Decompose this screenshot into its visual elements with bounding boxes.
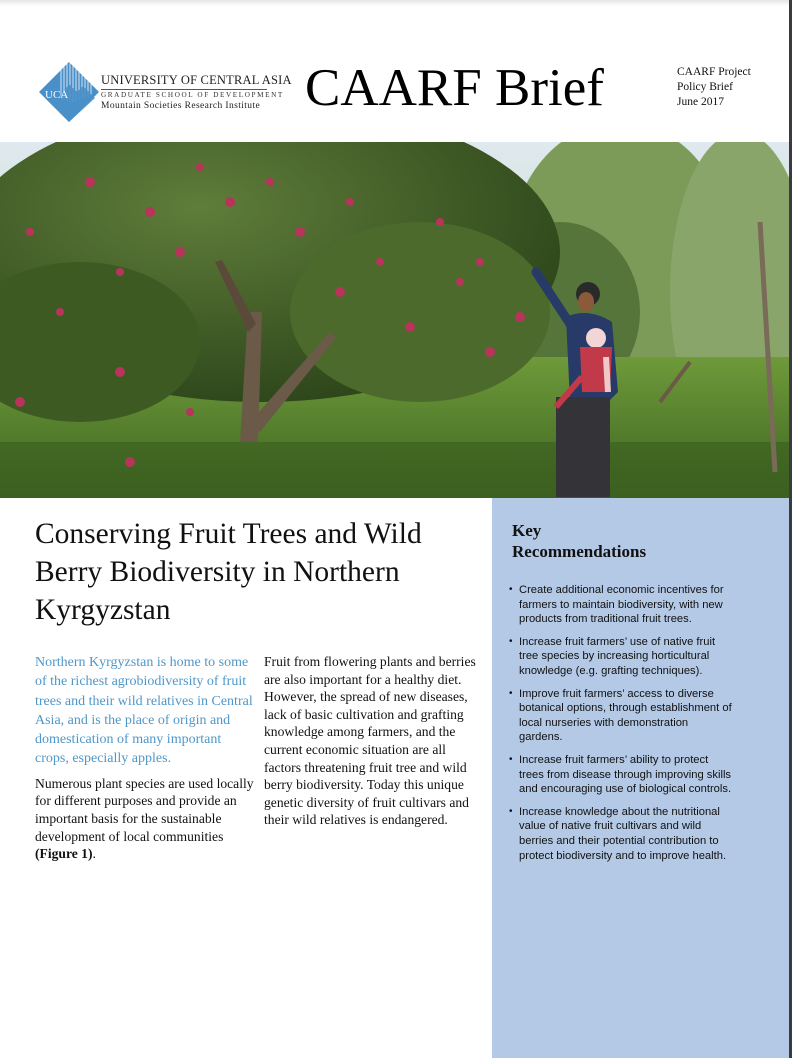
doc-type-label: Policy Brief (677, 81, 733, 93)
recommendation-item: • Increase knowledge about the nutritional value of native fruit cultivars and wild berries and their potential contribution to protect biodiversity and to improve health. (509, 805, 734, 863)
lead-paragraph: Northern Kyrgyzstan is home to some of the richest agrobiodiversity of fruit trees and their wild relatives in Central Asia, and is the place of origin and domestication of many important crops, especially apples. (35, 655, 253, 767)
article-column-left (35, 653, 257, 863)
orchard-image (0, 142, 789, 498)
article-title: Conserving Fruit Trees and Wild Berry Biodiversity in Northern Kyrgyzstan (35, 518, 422, 626)
brief-meta (677, 65, 751, 110)
university-name: UNIVERSITY OF CENTRAL ASIA (101, 73, 292, 87)
uca-mountain-logo-icon (37, 58, 101, 122)
recommendation-item: • Increase fruit farmers’ use of native fruit tree species by increasing horticultural knowledge (e.g. grafting techniques). (509, 635, 734, 679)
recommendations-list (509, 583, 734, 871)
body-paragraph-2: Fruit from flowering plants and berries are also important for a healthy diet. However, the spread of new diseases, lack of basic cultivation and grafting knowledge among farmers, and the current economic situation are all factors threatening fruit tree and wild berry biodiversity. Today this unique genetic diversity of fruit cultivars and their wild relatives is endangered. (264, 654, 476, 828)
recommendation-item: • Increase fruit farmers’ ability to protect trees from disease through improving skills and encouraging use of biological controls. (509, 753, 734, 797)
uca-logo (37, 58, 292, 122)
page-top-shadow (0, 0, 789, 6)
key-recommendations-panel (492, 498, 789, 1058)
hero-photo (0, 142, 789, 498)
recommendation-item: • Improve fruit farmers’ access to diverse botanical options, through establishment of local nurseries with demonstration gardens. (509, 687, 734, 745)
recommendation-item: • Create additional economic incentives for farmers to maintain biodiversity, with new products from traditional fruit trees. (509, 583, 734, 627)
svg-text:UCA: UCA (45, 89, 69, 101)
date-label: June 2017 (677, 96, 724, 108)
key-recommendations-heading: Key Recommendations (512, 521, 647, 561)
figure-reference: (Figure 1) (35, 846, 93, 862)
school-name: GRADUATE SCHOOL OF DEVELOPMENT (101, 91, 284, 99)
brief-title: CAARF Brief (305, 59, 604, 117)
body-paragraph-1: Numerous plant species are used locally for different purposes and provide an important basis for the sustainable development of local communities (Figure 1). (35, 775, 254, 862)
institute-name: Mountain Societies Research Institute (101, 101, 261, 111)
project-label: CAARF Project (677, 66, 751, 78)
logo-divider (101, 89, 267, 90)
article-column-right (264, 653, 486, 829)
